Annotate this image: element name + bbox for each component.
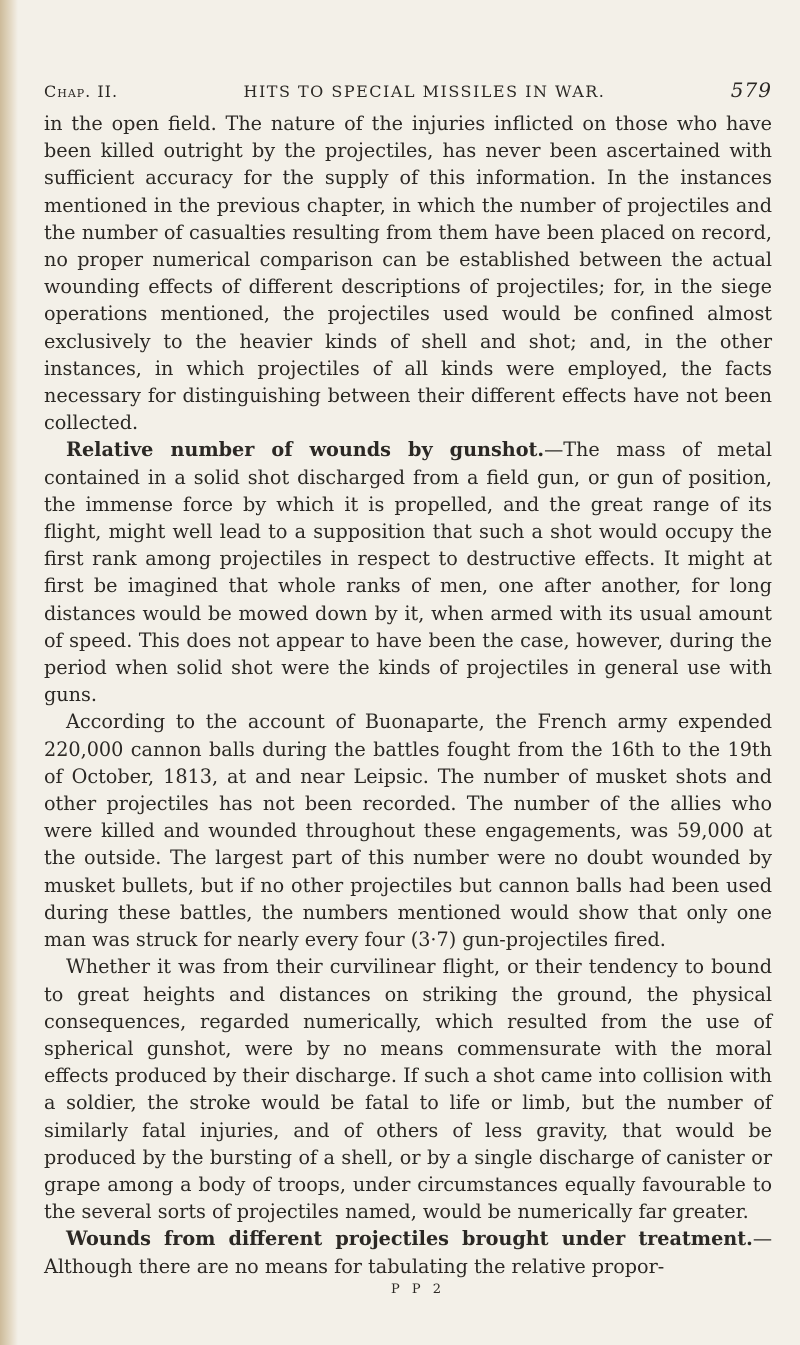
- running-head: [44, 78, 772, 102]
- chapter-label: Chap. II.: [44, 82, 119, 101]
- paragraph-2-text: —The mass of metal contained in a solid shot discharged from a field gun, or gun of position, the immense force by which it is propelled, and the great range of its flight, might well lead to a supposition that such a shot would occupy the first rank among projectiles in respect to destructive effects. It might at first be imagined that whole ranks of men, one after another, for long distances would be mowed down by it, when armed with its usual amount of speed. This does not appear to have been the case, however, during the period when solid shot were the kinds of projectiles in general use with guns.: [44, 438, 772, 707]
- paragraph-3: [44, 708, 772, 953]
- page-gutter-shadow: [0, 0, 18, 1345]
- signature-mark: P P 2: [390, 1281, 446, 1297]
- book-page: [44, 78, 772, 1297]
- paragraph-1-text: in the open field. The nature of the injuries inflicted on those who have been killed outright by the projectiles, has never been ascertained with sufficient accuracy for the supply of this information. In the instances mentioned in the previous chapter, in which the number of projectiles and the number of casualties resulting from them have been placed on record, no proper numerical comparison can be established between the actual wounding effects of different descriptions of projectiles; for, in the siege operations mentioned, the projectiles used would be confined almost exclusively to the heavier kinds of shell and shot; and, in the other instances, in which projectiles of all kinds were employed, the facts necessary for distinguishing between their different effects have not been collected.: [44, 112, 772, 435]
- paragraph-5: [44, 1225, 772, 1279]
- paragraph-1: [44, 110, 772, 436]
- paragraph-5-heading: Wounds from different projectiles brought under treatment.: [66, 1227, 753, 1251]
- paragraph-2-heading: Relative number of wounds by gunshot.: [66, 438, 545, 462]
- paragraph-3-text: According to the account of Buonaparte, the French army expended 220,000 cannon balls during the battles fought from the 16th to the 19th of October, 1813, at and near Leipsic. The number of musket shots and other projectiles has not been recorded. The number of the allies who were killed and wounded throughout these engagements, was 59,000 at the outside. The largest part of this number were no doubt wounded by musket bullets, but if no other projectiles but cannon balls had been used during these battles, the numbers mentioned would show that only one man was struck for nearly every four (3·7) gun-projectiles fired.: [44, 710, 772, 952]
- paragraph-4: [44, 953, 772, 1225]
- paragraph-5-text: —Although there are no means for tabulating the relative propor-: [44, 1227, 772, 1278]
- paragraph-4-text: Whether it was from their curvilinear flight, or their tendency to bound to great heights and distances on striking the ground, the physical consequences, regarded numerically, which resulted from the use of spherical gunshot, were by no means commensurate with the moral effects produced by their discharge. If such a shot came into collision with a soldier, the stroke would be fatal to life or limb, but the number of similarly fatal injuries, and of others of less gravity, that would be produced by the bursting of a shell, or by a single discharge of canister or grape among a body of troops, under circumstances equally favourable to the several sorts of projectiles named, would be numerically far greater.: [44, 955, 772, 1224]
- paragraph-2: [44, 436, 772, 708]
- page-number: 579: [730, 78, 772, 102]
- running-title: HITS TO SPECIAL MISSILES IN WAR.: [243, 82, 606, 101]
